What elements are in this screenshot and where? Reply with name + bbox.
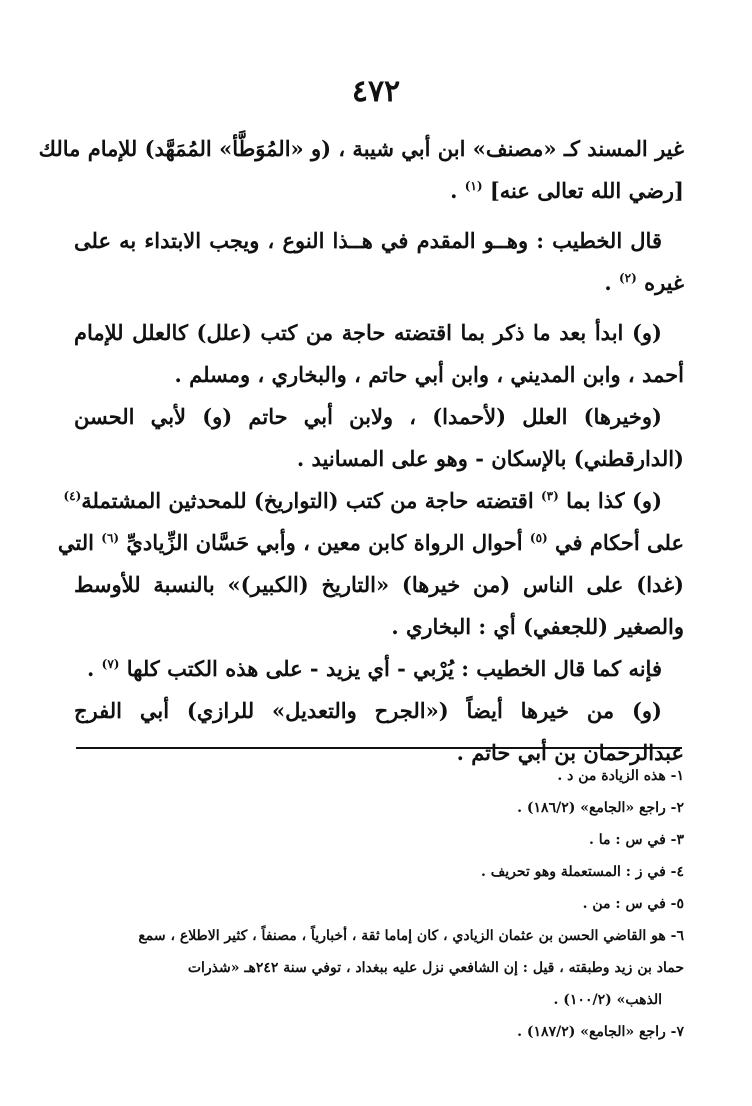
text-line: والصغير (للجعفي) أي : البخاري . [391,614,684,639]
footnote-ref: (٦) [101,531,120,545]
footnote: ٤- في ز : المستعملة وهو تحريف . [481,864,684,880]
footnotes [74,760,684,1048]
text-line: (الدارقطني) بالإسكان - وهو على المسانيد . [296,446,684,471]
footnote-ref: (٤) [63,489,82,503]
text-line: فإنه كما قال الخطيب : يُرْبي - أي يزيد - على هذه الكتب كلها $^{(٧)}$ . [87,656,662,681]
footnote: ١- هذه الزيادة من د . [557,768,684,784]
footnote-ref: (٥) [529,531,548,545]
footnote: ٦- هو القاضي الحسن بن عثمان الزيادي ، كان إماما ثقة ، أخبارياً ، مصنفاً ، كثير الاطلاع ، سمع [138,928,684,944]
footnote: ٧- راجع «الجامع» (١٨٧/٢) . [517,1024,684,1040]
footnote-divider [76,747,682,749]
text-line: (و) ابدأ بعد ما ذكر بما اقتضته حاجة من كتب (علل) كالعلل للإمام [74,320,662,345]
footnote-continuation: الذهب» (١٠٠/٢) . [553,992,662,1008]
text-line: أحمد ، وابن المديني ، وابن أبي حاتم ، والبخاري ، ومسلم . [174,362,684,387]
text-line: (و) كذا بما $^{(٣)}$ اقتضته حاجة من كتب (التواريخ) للمحدثين المشتملة$^{(٤)}$ [63,488,662,513]
text-line: [رضي الله تعالى عنه] $^{(١)}$ . [450,178,684,203]
text-line: عبدالرحمان بن أبي حاتم . [456,740,684,765]
text-line: غير المسند كـ «مصنف» ابن أبي شيبة ، (و «المُوَطَّأ» المُمَهَّد) للإمام مالك [38,136,684,161]
main-text [38,128,684,774]
text-line: (غدا) على الناس (من خيرها) «التاريخ (الكبير)» بالنسبة للأوسط [74,572,684,597]
footnote: ٥- في س : من . [582,896,684,912]
text-line: غيره $^{(٢)}$ . [604,270,684,295]
footnote-ref: (٢) [618,271,637,285]
footnote-continuation: حماد بن زيد وطبقته ، قيل : إن الشافعي نزل عليه ببغداد ، توفي سنة ٢٤٢هـ «شذرات [187,960,684,976]
footnote: ٣- في س : ما . [589,832,684,848]
footnote-ref: (٣) [540,489,559,503]
footnote-ref: (١) [464,179,483,193]
text-line: (و) من خيرها أيضاً («الجرح والتعديل» للرازي) أبي الفرج [74,698,662,723]
text-line: على أحكام في $^{(٥)}$ أحوال الرواة كابن معين ، وأبي حَسَّان الزِّياديِّ $^{(٦)}$ التي [57,530,684,555]
text-line: (وخيرها) العلل (لأحمدا) ، ولابن أبي حاتم (و) لأبي الحسن [74,404,662,429]
footnote: ٢- راجع «الجامع» (١٨٦/٢) . [517,800,684,816]
footnote-ref: (٧) [101,657,120,671]
text-line: قال الخطيب : وهــو المقدم في هــذا النوع ، ويجب الابتداء به على [74,228,662,253]
page-number: ٤٧٢ [351,74,401,109]
